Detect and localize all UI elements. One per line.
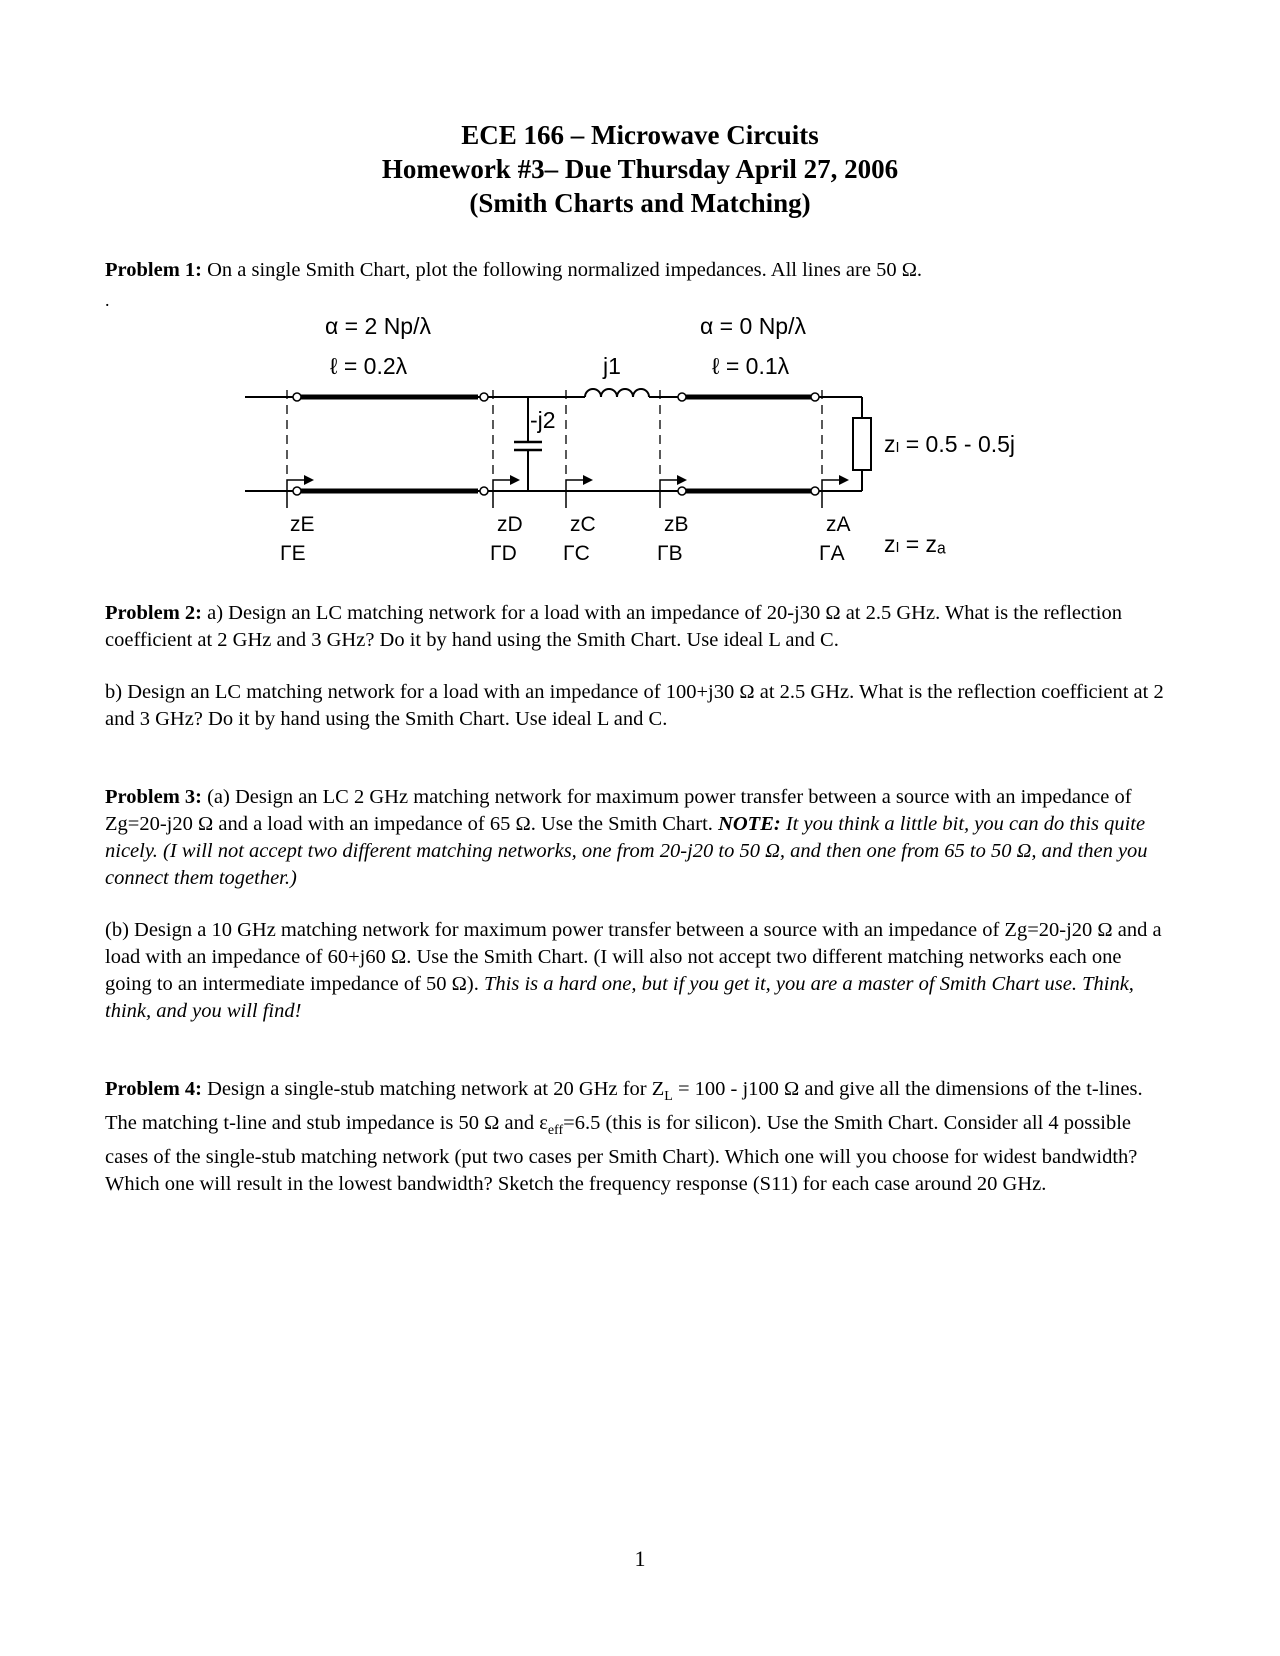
title-block [0,118,1280,220]
inductor-label: j1 [603,353,621,379]
problem-4-sub-2: eff [547,1123,564,1139]
problem-3a-note: It you think a little bit, you can do this quite nicely. (I will not accept two different matching networks, one from 20-j20 to 50 Ω, and then one from 65 to 50 Ω, and then you connect them together.) [105,813,1148,889]
alpha-right-label: α = 0 Np/λ [700,313,806,339]
problem-3a-text: (a) Design an LC 2 GHz matching network for maximum power transfer between a source with an impedance of Zg=20-j20 Ω and a load with an impedance of 65 Ω. Use the Smith Chart. [105,786,1132,835]
problem-2-label: Problem 2: [105,602,202,624]
terminal-e-top [293,393,301,401]
z-e-label: zE [290,513,315,536]
problem-2a-text: a) Design an LC matching network for a load with an impedance of 20-j30 Ω at 2.5 GHz. What is the reflection coefficient at 2 GHz and 3 GHz? Do it by hand using the Smith Chart. Use ideal L and C. [105,602,1122,651]
problem-4-label: Problem 4: [105,1078,202,1100]
topic-title: (Smith Charts and Matching) [469,188,811,218]
problem-3b [105,917,1165,1025]
gamma-b-label: ΓB [657,542,683,565]
load-resistor [853,418,871,470]
stray-dot: . [105,290,110,310]
gamma-e-label: ΓE [280,542,306,565]
page-number: 1 [634,1546,646,1571]
problem-3a [105,784,1165,892]
gamma-d-label: ΓD [490,542,517,565]
problem-1 [105,257,1165,284]
arrow-d [493,480,514,508]
length-right-label: ℓ = 0.1λ [712,353,790,379]
inductor-coil [585,389,649,397]
problem-2a [105,600,1165,654]
alpha-left-label: α = 2 Np/λ [325,313,431,339]
capacitor-label: -j2 [530,407,556,433]
problem-3b-text: (b) Design a 10 GHz matching network for maximum power transfer between a source with an impedance of Zg=20-j20 Ω and a load with an impedance of 60+j60 Ω. Use the Smith Chart. (I will also not accept two different matching networks each one going to an intermediate impedance of 50 Ω). [105,919,1162,995]
z-c-label: zC [570,513,596,536]
problem-3b-italic: This is a hard one, but if you get it, you are a master of Smith Chart use. Think, think, and you will find! [105,973,1134,1022]
problem-4-text-1: Design a single-stub matching network at 20 GHz for Z [201,1078,665,1100]
z-b-label: zB [664,513,689,536]
arrowhead-e [304,475,314,485]
problem-1-label: Problem 1: [105,259,202,281]
terminal-e-bottom [293,487,301,495]
problem-2b [105,679,1165,733]
arrow-b [660,480,681,508]
z-d-label: zD [497,513,523,536]
terminal-a-top [811,393,819,401]
z-a-label: zA [826,513,851,536]
problem-1-text: On a single Smith Chart, plot the following normalized impedances. All lines are 50 Ω. [201,259,923,281]
terminal-a-bottom [811,487,819,495]
length-left-label: ℓ = 0.2λ [330,353,408,379]
homework-title: Homework #3– Due Thursday April 27, 2006 [381,154,899,184]
arrowhead-d [510,475,520,485]
problem-4-text-2: = 100 - j100 Ω and give all the dimensions of the t-lines. The matching t-line and stub impedance is 50 Ω and ε [105,1078,1143,1135]
terminal-b-bottom [678,487,686,495]
problem-4-text-3: =6.5 (this is for silicon). Use the Smith Chart. Consider all 4 possible cases of the single-stub matching network (put two cases per Smith Chart). Which one will you choose for widest bandwidth? Which one will result in the lowest bandwidth? Sketch the frequency response (S11) for each case around 20 GHz. [105,1112,1138,1196]
terminal-b-top [678,393,686,401]
arrowhead-a [839,475,849,485]
terminal-d-bottom [480,487,488,495]
load-impedance-label: zₗ = 0.5 - 0.5j [884,431,1016,457]
arrow-e [287,480,308,508]
problem-3a-note-label: NOTE: [718,813,781,835]
problem-2b-text: b) Design an LC matching network for a load with an impedance of 100+j30 Ω at 2.5 GHz. What is the reflection coefficient at 2 and 3 GHz? Do it by hand using the Smith Chart. Use ideal L and C. [105,681,1164,730]
problem-4-sub-1: L [664,1089,673,1105]
problem-3-label: Problem 3: [105,786,202,808]
arrowhead-c [583,475,593,485]
terminal-d-top [480,393,488,401]
problem-4 [105,1076,1165,1198]
gamma-a-label: ΓA [819,542,845,565]
arrow-c [566,480,587,508]
gamma-c-label: ΓC [563,542,590,565]
load-relation-label: zₗ = zₐ [884,531,946,557]
course-title: ECE 166 – Microwave Circuits [461,120,819,150]
arrow-a [822,480,843,508]
arrowhead-b [677,475,687,485]
